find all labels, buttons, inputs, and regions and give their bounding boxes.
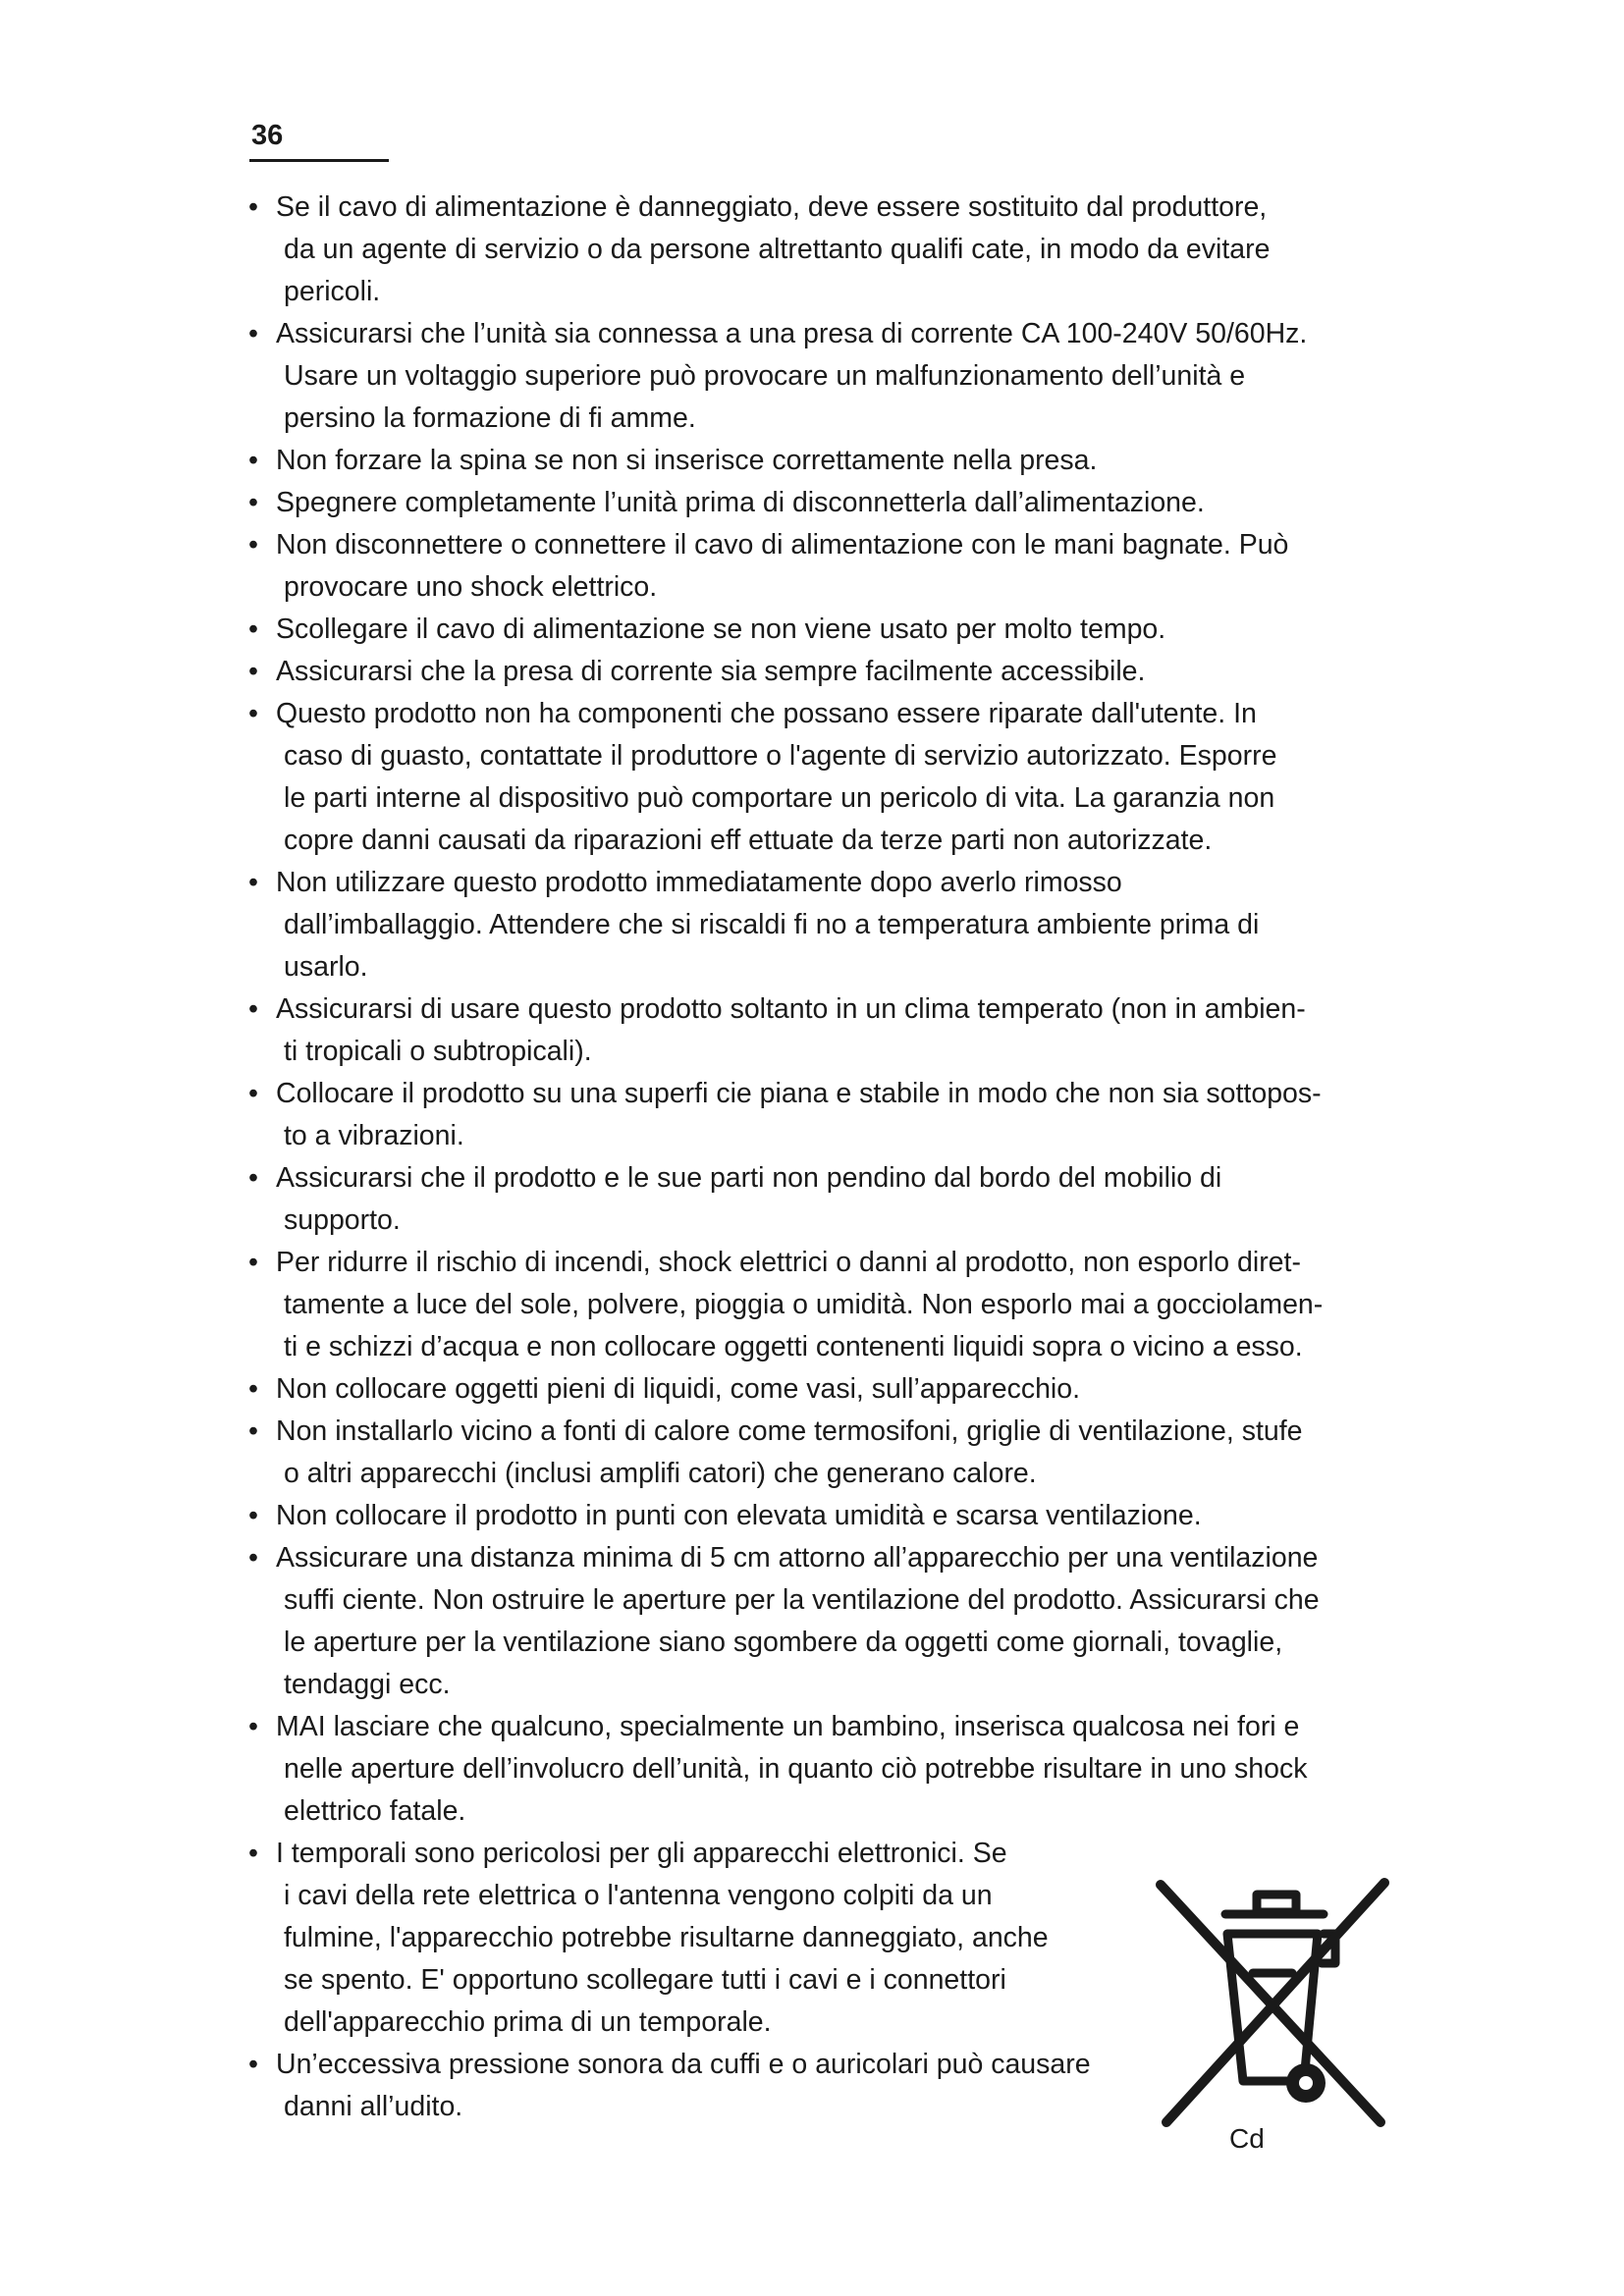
safety-item-first-line: Non collocare oggetti pieni di liquidi, come vasi, sull’apparecchio. [276, 1373, 1081, 1405]
safety-item-first-line: Se il cavo di alimentazione è danneggiato, deve essere sostituito dal produttore, [276, 191, 1268, 223]
safety-item-text [276, 1242, 1397, 1368]
safety-item-continuation: o altri apparecchi (inclusi amplifi catori) che generano calore. [284, 1458, 1037, 1489]
safety-item-continuation: da un agente di servizio o da persone altrettanto qualifi cate, in modo da evitare pericoli. [284, 234, 1271, 307]
bullet-icon: • [248, 191, 258, 223]
bullet-icon: • [248, 318, 258, 349]
safety-list-item [248, 440, 1397, 482]
safety-item-first-line: Collocare il prodotto su una superfi cie piana e stabile in modo che non sia sottopos- [276, 1078, 1322, 1109]
bullet-icon: • [248, 993, 258, 1025]
safety-item-text [276, 1368, 1397, 1411]
safety-item-text [276, 1073, 1397, 1157]
safety-list-item [248, 1368, 1397, 1411]
safety-item-first-line: Un’eccessiva pressione sonora da cuffi e o auricolari può causare [276, 2049, 1091, 2080]
safety-list-item [248, 862, 1397, 988]
bullet-icon: • [248, 1162, 258, 1194]
bullet-icon: • [248, 1415, 258, 1447]
safety-item-first-line: Non forzare la spina se non si inserisce correttamente nella presa. [276, 445, 1098, 476]
safety-item-text [276, 313, 1397, 440]
safety-list-item [248, 651, 1397, 693]
safety-item-first-line: Non utilizzare questo prodotto immediatamente dopo averlo rimosso [276, 867, 1122, 898]
safety-item-continuation: tamente a luce del sole, polvere, pioggia o umidità. Non esporlo mai a gocciolamen- ti e schizzi d’acqua e non collocare oggetti contenenti liquidi sopra o vicino a esso. [284, 1289, 1324, 1362]
safety-list-item [248, 1537, 1397, 1706]
safety-instructions-list [248, 187, 1397, 2128]
bullet-icon: • [248, 487, 258, 518]
bullet-icon: • [248, 1542, 258, 1574]
safety-item-first-line: Questo prodotto non ha componenti che possano essere riparate dall'utente. In [276, 698, 1257, 729]
safety-item-text [276, 187, 1397, 313]
safety-list-item [248, 988, 1397, 1073]
safety-item-continuation: to a vibrazioni. [284, 1120, 464, 1151]
safety-item-continuation: supporto. [284, 1204, 401, 1236]
safety-item-first-line: Per ridurre il rischio di incendi, shock elettrici o danni al prodotto, non esporlo diret- [276, 1247, 1301, 1278]
bullet-icon: • [248, 1838, 258, 1869]
bullet-icon: • [248, 445, 258, 476]
safety-list-item [248, 524, 1397, 609]
safety-list-item [248, 1411, 1397, 1495]
safety-item-text [276, 1537, 1397, 1706]
safety-item-text [276, 482, 1397, 524]
safety-list-item [248, 482, 1397, 524]
safety-list-item [248, 1073, 1397, 1157]
weee-cadmium-label: Cd [1229, 2123, 1265, 2154]
bullet-icon: • [248, 1711, 258, 1742]
page-number: 36 [251, 120, 284, 151]
safety-list-item [248, 1157, 1397, 1242]
safety-item-first-line: Non installarlo vicino a fonti di calore come termosifoni, griglie di ventilazione, stufe [276, 1415, 1303, 1447]
safety-list-item [248, 609, 1397, 651]
safety-item-text [276, 693, 1397, 862]
safety-item-text [276, 1706, 1397, 1833]
bullet-icon: • [248, 1500, 258, 1531]
safety-item-text [276, 651, 1397, 693]
safety-item-first-line: Non disconnettere o connettere il cavo di alimentazione con le mani bagnate. Può [276, 529, 1289, 561]
bullet-icon: • [248, 614, 258, 645]
safety-list-item [248, 313, 1397, 440]
safety-list-item [248, 1495, 1397, 1537]
bullet-icon: • [248, 1247, 258, 1278]
safety-item-text [276, 862, 1397, 988]
bullet-icon: • [248, 2049, 258, 2080]
safety-item-first-line: Scollegare il cavo di alimentazione se non viene usato per molto tempo. [276, 614, 1166, 645]
safety-item-text [276, 988, 1397, 1073]
safety-item-text [276, 440, 1397, 482]
bullet-icon: • [248, 529, 258, 561]
safety-item-text [276, 1411, 1397, 1495]
safety-list-item [248, 1706, 1397, 1833]
safety-item-text [276, 1157, 1397, 1242]
safety-item-continuation: Usare un voltaggio superiore può provocare un malfunzionamento dell’unità e persino la formazione di fi amme. [284, 360, 1246, 434]
safety-item-first-line: Non collocare il prodotto in punti con elevata umidità e scarsa ventilazione. [276, 1500, 1202, 1531]
safety-item-continuation: ti tropicali o subtropicali). [284, 1036, 592, 1067]
bullet-icon: • [248, 656, 258, 687]
page-number-rule [249, 159, 389, 162]
safety-item-first-line: Assicurarsi di usare questo prodotto soltanto in un clima temperato (non in ambien- [276, 993, 1306, 1025]
safety-item-continuation: i cavi della rete elettrica o l'antenna vengono colpiti da un fulmine, l'apparecchio potrebbe risultarne danneggiato, anche se spento. E' opportuno scollegare tutti i cavi e i connettori dell'apparecchio prima di un temporale. [284, 1880, 1049, 2038]
safety-item-text [276, 1495, 1397, 1537]
safety-item-continuation: provocare uno shock elettrico. [284, 571, 658, 603]
safety-item-first-line: Assicurare una distanza minima di 5 cm attorno all’apparecchio per una ventilazione [276, 1542, 1319, 1574]
safety-item-continuation: caso di guasto, contattate il produttore o l'agente di servizio autorizzato. Esporre le parti interne al dispositivo può comportare un pericolo di vita. La garanzia non copre danni causati da riparazioni eff ettuate da terze parti non autorizzate. [284, 740, 1277, 856]
safety-item-continuation: danni all’udito. [284, 2091, 463, 2122]
safety-item-first-line: Assicurarsi che l’unità sia connessa a una presa di corrente CA 100-240V 50/60Hz. [276, 318, 1308, 349]
bullet-icon: • [248, 698, 258, 729]
safety-item-text [276, 524, 1397, 609]
safety-item-first-line: MAI lasciare che qualcuno, specialmente un bambino, inserisca qualcosa nei fori e [276, 1711, 1300, 1742]
safety-list-item [248, 187, 1397, 313]
safety-item-continuation: nelle aperture dell’involucro dell’unità, in quanto ciò potrebbe risultare in uno shock elettrico fatale. [284, 1753, 1308, 1827]
safety-list-item [248, 1242, 1397, 1368]
safety-list-item [248, 693, 1397, 862]
safety-item-first-line: Assicurarsi che la presa di corrente sia sempre facilmente accessibile. [276, 656, 1146, 687]
crossed-out-wheelie-bin-icon [1149, 1865, 1394, 2140]
safety-item-continuation: suffi ciente. Non ostruire le aperture per la ventilazione del prodotto. Assicurarsi che le aperture per la ventilazione siano sgombere da oggetti come giornali, tovaglie, tendaggi ecc. [284, 1584, 1320, 1700]
bullet-icon: • [248, 1078, 258, 1109]
safety-item-first-line: I temporali sono pericolosi per gli apparecchi elettronici. Se [276, 1838, 1007, 1869]
bullet-icon: • [248, 867, 258, 898]
bullet-icon: • [248, 1373, 258, 1405]
safety-item-text [276, 609, 1397, 651]
safety-item-continuation: dall’imballaggio. Attendere che si riscaldi fi no a temperatura ambiente prima di usarlo. [284, 909, 1260, 983]
safety-item-first-line: Spegnere completamente l’unità prima di disconnetterla dall’alimentazione. [276, 487, 1205, 518]
safety-item-first-line: Assicurarsi che il prodotto e le sue parti non pendino dal bordo del mobilio di [276, 1162, 1222, 1194]
